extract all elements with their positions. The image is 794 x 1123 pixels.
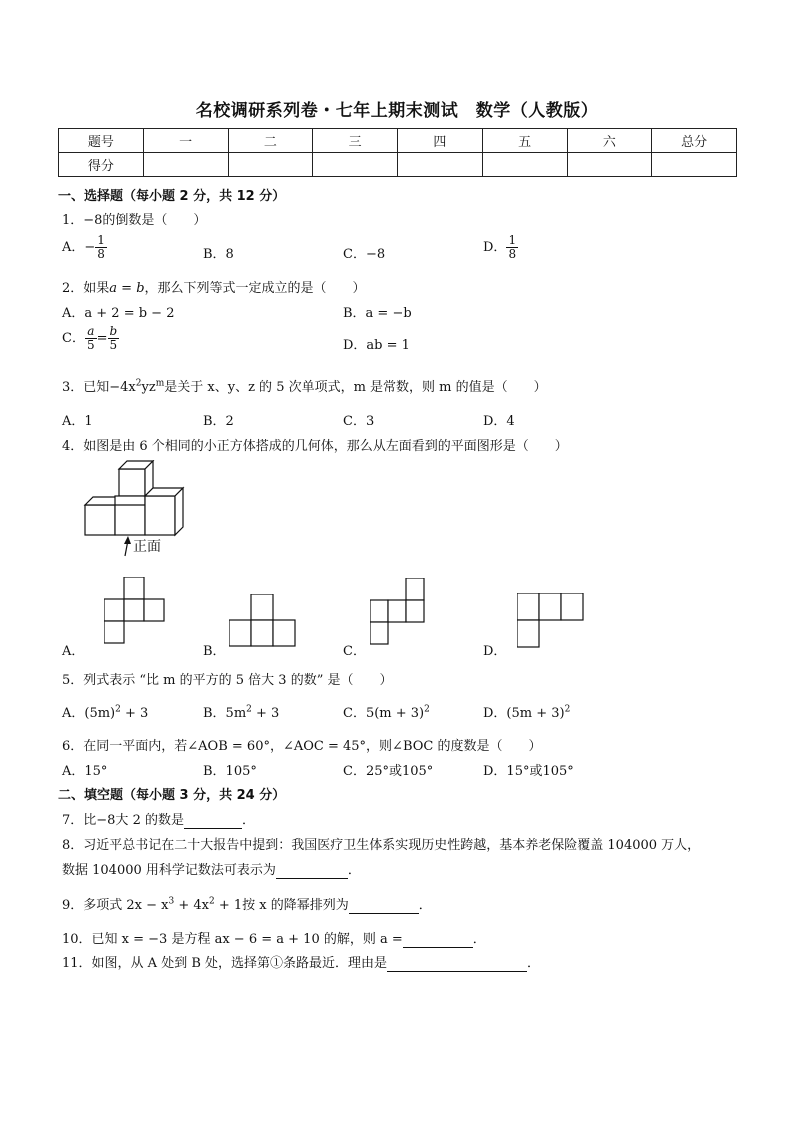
q9-post: + 1按 x 的降幂排列为 — [214, 898, 349, 913]
question-7 — [62, 809, 255, 829]
q2-option-c-fraction-b — [108, 325, 120, 352]
q4-option-d-figure[interactable] — [517, 593, 585, 649]
score-cell-header: 三 — [313, 129, 398, 153]
question-6-stem: 6．在同一平面内，若∠AOB = 60°，∠AOC = 45°，则∠BOC 的度数是（ ） — [62, 739, 542, 754]
q3-stem-exp1: 2 — [135, 378, 142, 389]
q4-option-d[interactable]: D． — [483, 644, 507, 659]
q11-answer-blank[interactable] — [387, 956, 527, 972]
score-cell-empty[interactable] — [313, 153, 398, 177]
question-2-stem — [62, 277, 366, 296]
score-cell-header: 一 — [143, 129, 228, 153]
score-cell-header: 六 — [567, 129, 652, 153]
score-cell-empty[interactable] — [652, 153, 737, 177]
q5-option-b-exp: 2 — [246, 704, 252, 715]
fraction-numerator: a — [85, 325, 97, 339]
q2-option-b[interactable]: B．a = −b — [343, 306, 412, 321]
q5-option-c-text: C．5(m + 3) — [343, 706, 425, 721]
q2-stem-pre: 2．如果 — [62, 281, 110, 296]
score-table-header-row — [59, 129, 737, 153]
q4-option-a-figure[interactable] — [104, 577, 166, 649]
q7-answer-blank[interactable] — [184, 813, 242, 829]
fraction-denominator: 5 — [109, 338, 118, 353]
page-title: 名校调研系列卷・七年上期末测试 数学（人教版） — [195, 101, 599, 121]
q3-option-c[interactable]: C．3 — [343, 414, 375, 429]
q9-exp1: 3 — [168, 896, 175, 907]
q2-option-c-fraction-a — [85, 325, 97, 352]
q9-pre: 9．多项式 2x − x — [62, 898, 169, 913]
q9-mid: + 4x — [174, 898, 209, 913]
score-cell-empty[interactable] — [228, 153, 313, 177]
question-8-line1: 8．习近平总书记在二十大报告中提到：我国医疗卫生体系实现历史性跨越，基本养老保险覆盖 104000 万人， — [62, 838, 701, 853]
q9-answer-blank[interactable] — [349, 898, 419, 914]
score-cell-header: 题号 — [59, 129, 144, 153]
score-table-score-row — [59, 153, 737, 177]
q1-option-a-fraction — [95, 234, 107, 261]
q3-stem-post: 是关于 x、y、z 的 5 次单项式，m 是常数，则 m 的值是（ ） — [164, 380, 547, 395]
q5-option-d[interactable] — [483, 702, 570, 721]
question-1-stem: 1．−8的倒数是（ ） — [62, 213, 207, 228]
q5-option-a-text: A．(5m) — [62, 706, 116, 721]
section-heading-choice: 一、选择题（每小题 2 分，共 12 分） — [58, 189, 286, 204]
question-4-stem: 4．如图是由 6 个相同的小正方体搭成的几何体，那么从左面看到的平面图形是（ ） — [62, 439, 568, 454]
q8-answer-blank[interactable] — [276, 863, 348, 879]
q3-stem-exp2: m — [155, 378, 165, 389]
q5-option-b-tail: + 3 — [251, 706, 280, 721]
q2-option-a[interactable]: A．a + 2 = b − 2 — [62, 306, 175, 321]
q7-tail: ． — [241, 813, 255, 828]
q5-option-c[interactable] — [343, 702, 430, 721]
q4-figure-front-label: 正面 — [133, 539, 161, 555]
fraction-denominator: 5 — [86, 338, 95, 353]
q2-stem-post: ，那么下列等式一定成立的是（ ） — [144, 281, 366, 296]
score-cell-header: 总分 — [652, 129, 737, 153]
q5-option-c-exp: 2 — [424, 704, 430, 715]
q3-option-a[interactable]: A．1 — [62, 414, 93, 429]
score-cell-empty[interactable] — [398, 153, 483, 177]
q3-option-d[interactable]: D．4 — [483, 414, 515, 429]
q5-option-d-exp: 2 — [564, 704, 571, 715]
q5-option-a[interactable] — [62, 702, 148, 721]
q1-option-d[interactable] — [483, 234, 518, 261]
question-8-line2 — [62, 859, 361, 879]
q1-option-a[interactable] — [62, 234, 107, 261]
q4-option-c-figure[interactable] — [370, 578, 428, 646]
q5-option-b-text: B．5m — [203, 706, 247, 721]
question-9 — [62, 894, 432, 914]
q9-tail: ． — [418, 898, 432, 913]
score-cell-empty[interactable] — [143, 153, 228, 177]
score-cell-header: 四 — [398, 129, 483, 153]
q2-option-c-eq: = — [96, 331, 108, 347]
fraction-numerator: 1 — [508, 233, 517, 247]
q6-option-d[interactable]: D．15°或105° — [483, 764, 574, 779]
q6-option-a[interactable]: A．15° — [62, 764, 108, 779]
question-11 — [62, 952, 540, 972]
q4-option-b-figure[interactable] — [229, 594, 297, 648]
question-10 — [62, 928, 486, 948]
q9-exp2: 2 — [209, 896, 215, 907]
q5-option-a-tail: + 3 — [120, 706, 149, 721]
score-row-label: 得分 — [59, 153, 144, 177]
q1-option-a-label: A．− — [62, 240, 96, 256]
q4-option-c[interactable]: C． — [343, 644, 366, 659]
q3-stem-mid: yz — [141, 380, 156, 395]
section-heading-fill: 二、填空题（每小题 3 分，共 24 分） — [58, 788, 286, 803]
q6-option-b[interactable]: B．105° — [203, 764, 257, 779]
q2-stem-var-a: a — [109, 281, 118, 296]
q5-option-b[interactable] — [203, 702, 279, 721]
q10-tail: ． — [472, 932, 486, 947]
score-cell-empty[interactable] — [567, 153, 652, 177]
q11-text: 11．如图，从 A 处到 B 处，选择第①条路最近．理由是 — [62, 956, 388, 971]
fraction-denominator: 8 — [97, 247, 105, 262]
q4-option-a[interactable]: A． — [62, 644, 85, 659]
q8-line2-text: 数据 104000 用科学记数法可表示为 — [62, 863, 276, 878]
q2-option-c-label: C． — [62, 331, 85, 347]
score-table — [58, 128, 737, 177]
q2-option-d[interactable]: D．ab = 1 — [343, 338, 410, 353]
score-cell-header: 二 — [228, 129, 313, 153]
q10-text: 10．已知 x = −3 是方程 ax − 6 = a + 10 的解，则 a = — [62, 932, 403, 947]
score-cell-header: 五 — [482, 129, 567, 153]
q1-option-d-fraction — [506, 234, 518, 261]
fraction-numerator: b — [109, 324, 118, 338]
q1-option-b[interactable]: B．8 — [203, 247, 234, 262]
q6-option-c[interactable]: C．25°或105° — [343, 764, 434, 779]
q7-text: 7．比−8大 2 的数是 — [62, 813, 184, 828]
fraction-numerator: 1 — [97, 233, 105, 247]
q11-tail: ． — [527, 956, 541, 971]
q1-option-c[interactable]: C．−8 — [343, 247, 386, 262]
question-5-stem: 5．列式表示 “比 m 的平方的 5 倍大 3 的数” 是（ ） — [62, 673, 393, 688]
fraction-denominator: 8 — [508, 247, 517, 262]
q4-option-b[interactable]: B． — [203, 644, 226, 659]
q8-tail: ． — [347, 863, 361, 878]
q2-stem-var-b: b — [136, 281, 145, 296]
q10-answer-blank[interactable] — [403, 932, 473, 948]
q3-option-b[interactable]: B．2 — [203, 414, 234, 429]
q3-stem-pre: 3．已知−4x — [62, 380, 136, 395]
question-3-stem — [62, 376, 547, 395]
q5-option-d-text: D．(5m + 3) — [483, 706, 565, 721]
q2-option-c[interactable] — [62, 325, 119, 352]
q5-option-a-exp: 2 — [115, 704, 121, 715]
score-cell-empty[interactable] — [482, 153, 567, 177]
q1-option-d-label: D． — [483, 240, 507, 256]
q2-stem-eq: = — [117, 281, 137, 296]
